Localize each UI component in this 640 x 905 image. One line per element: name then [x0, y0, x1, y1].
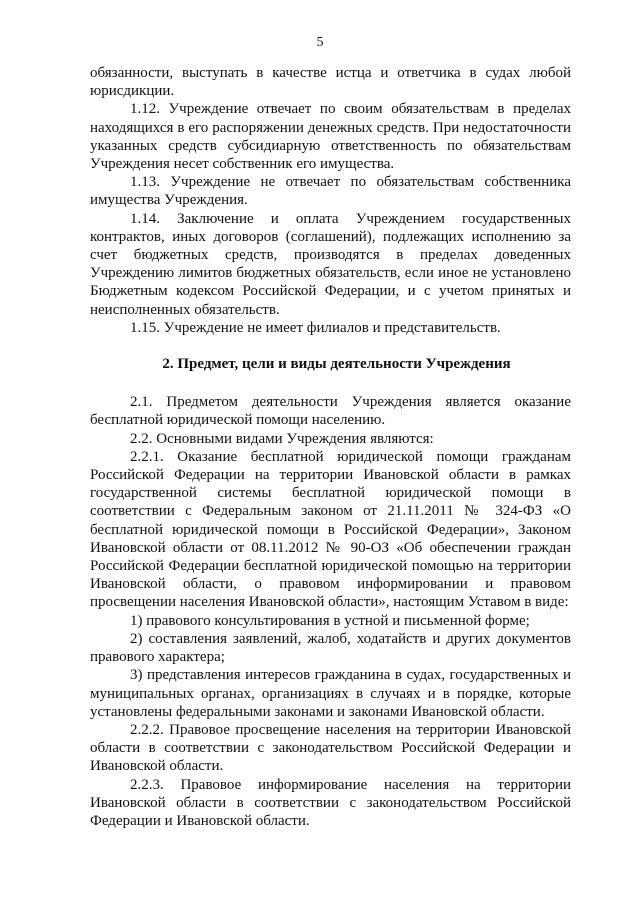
paragraph: 3) представления интересов гражданина в судах, государственных и муниципальных органах, организациях в случаях и в порядке, которые установлены федеральными законами и законами Ивановской области. — [90, 667, 571, 720]
page-number: 5 — [316, 35, 324, 50]
paragraphs-before-heading — [90, 64, 571, 337]
paragraph: обязанности, выступать в качестве истца и ответчика в судах любой юрисдикции. — [90, 65, 571, 100]
paragraph: 1.14. Заключение и оплата Учреждением государственных контрактов, иных договоров (соглашений), подлежащих исполнению за счет бюджетных средств, производятся в пределах доведенных Учреждению лимитов бюджетных обязательств, если иное не установлено Бюджетным кодексом Российской Федерации, и с учетом принятых и неисполненных обязательств. — [90, 210, 571, 318]
paragraph: 1) правового консультирования в устной и письменной форме; — [130, 612, 530, 629]
paragraph: 2.2.3. Правовое информирование населения на территории Ивановской области в соответствии с законодательством Российской Федерации и Ивановской области. — [90, 776, 571, 829]
paragraph: 2) составления заявлений, жалоб, ходатайств и других документов правового характера; — [90, 630, 571, 666]
section-heading: 2. Предмет, цели и виды деятельности Учреждения — [162, 356, 511, 373]
paragraph: 2.1. Предметом деятельности Учреждения является оказание бесплатной юридической помощи населению. — [90, 394, 571, 429]
paragraph: 1.13. Учреждение не отвечает по обязательствам собственника имущества Учреждения. — [90, 174, 571, 209]
paragraph: 2.2.2. Правовое просвещение населения на территории Ивановской области в соответствии с законодательством Российской Федерации и Ивановской области. — [90, 721, 571, 775]
paragraphs-after-heading — [90, 393, 571, 830]
paragraph: 2.2.1. Оказание бесплатной юридической помощи гражданам Российской Федерации на территории Ивановской области в рамках государственной системы бесплатной юридической помощи в соответствии с Федеральным законом от 21.11.2011 № 324-ФЗ «О бесплатной юридической помощи в Российской Федерации», Законом Ивановской области от 08.11.2012 № 90-ОЗ «Об обеспечении граждан Российской Федерации бесплатной юридической помощью на территории Ивановской области, о правовом информировании и правовом просвещении населения Ивановской области», настоящим Уставом в виде: — [90, 448, 571, 611]
document-body — [90, 64, 571, 830]
paragraph: 1.12. Учреждение отвечает по своим обязательствам в пределах находящихся в его распоряжении денежных средств. При недостаточности указанных средств субсидиарную ответственность по обязательствам Учреждения несет собственник его имущества. — [90, 101, 571, 173]
paragraph: 2.2. Основными видами Учреждения являются: — [130, 430, 434, 447]
paragraph: 1.15. Учреждение не имеет филиалов и представительств. — [130, 319, 501, 336]
